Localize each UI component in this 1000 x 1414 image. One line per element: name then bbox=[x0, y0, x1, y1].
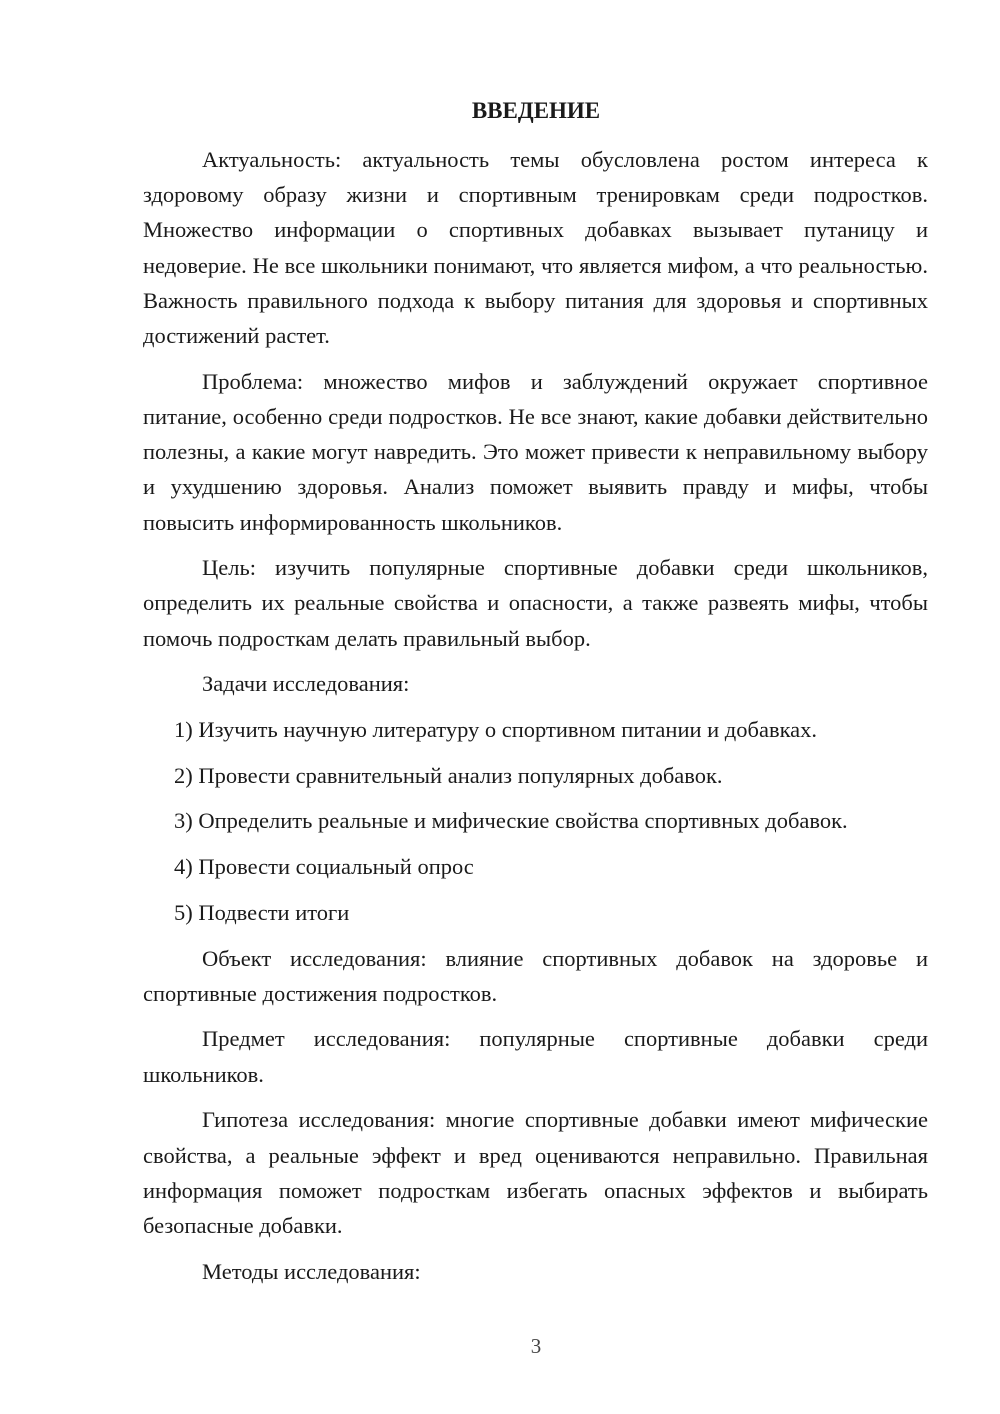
methods-heading: Методы исследования: bbox=[202, 1258, 421, 1284]
subject-paragraph: Предмет исследования: популярные спортивные добавки среди школьников. bbox=[143, 1026, 928, 1087]
object-paragraph: Объект исследования: влияние спортивных добавок на здоровье и спортивные достижения подростков. bbox=[143, 945, 928, 1006]
document-body bbox=[143, 142, 928, 1299]
page-number: 3 bbox=[530, 1334, 542, 1358]
list-item: 1) Изучить научную литературу о спортивном питании и добавках. bbox=[174, 717, 818, 743]
list-item: 4) Провести социальный опрос bbox=[174, 854, 474, 880]
goal-paragraph: Цель: изучить популярные спортивные добавки среди школьников, определить их реальные свойства и опасности, а также развеять мифы, чтобы помочь подросткам делать правильный выбор. bbox=[143, 555, 928, 651]
hypothesis-paragraph: Гипотеза исследования: многие спортивные добавки имеют мифические свойства, а реальные эффект и вред оцениваются неправильно. Правильная информация поможет подросткам избегать опасных эффектов и выбирать безопасные добавки. bbox=[143, 1107, 928, 1238]
problem-paragraph: Проблема: множество мифов и заблуждений окружает спортивное питание, особенно среди подростков. Не все знают, какие добавки действительно полезны, а какие могут навредить. Это может привести к неправильному выбору и ухудшению здоровья. Анализ поможет выявить правду и мифы, чтобы повысить информированность школьников. bbox=[143, 368, 928, 535]
list-item: 2) Провести сравнительный анализ популярных добавок. bbox=[174, 762, 723, 788]
tasks-heading: Задачи исследования: bbox=[202, 671, 410, 697]
list-item: 3) Определить реальные и мифические свойства спортивных добавок. bbox=[174, 808, 848, 834]
page-title: ВВЕДЕНИЕ bbox=[471, 98, 601, 123]
relevance-paragraph: Актуальность: актуальность темы обусловлена ростом интереса к здоровому образу жизни и спортивным тренировкам среди подростков. Множество информации о спортивных добавках вызывает путаницу и недоверие. Не все школьники понимают, что является мифом, а что реальностью. Важность правильного подхода к выбору питания для здоровья и спортивных достижений растет. bbox=[143, 147, 928, 349]
list-item: 5) Подвести итоги bbox=[174, 899, 350, 925]
tasks-list bbox=[143, 712, 928, 930]
